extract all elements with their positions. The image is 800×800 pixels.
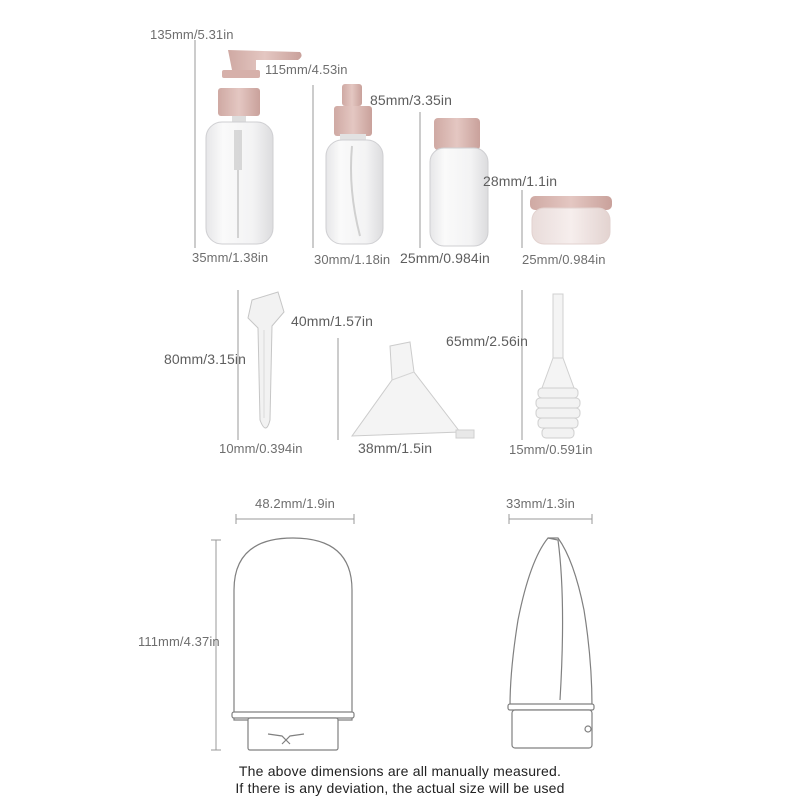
cream-jar [530,196,612,244]
tube-side-width-label: 33mm/1.3in [506,496,575,511]
squeeze-tube-side [508,538,594,748]
spray-bottle [326,84,383,244]
spatula-width-label: 10mm/0.394in [219,441,303,456]
measurement-note-line2: If there is any deviation, the actual size will be used [235,780,565,796]
pump-bottle [206,50,302,244]
funnel-height-label: 40mm/1.57in [291,313,374,329]
spray-diameter-label: 30mm/1.18in [314,252,391,267]
funnel-width-label: 38mm/1.5in [358,440,433,456]
funnel [352,342,474,438]
dropper-height-label: 65mm/2.56in [446,333,529,349]
dropper [536,294,580,438]
flip-diameter-label: 25mm/0.984in [400,250,490,266]
tube-width-label: 48.2mm/1.9in [255,496,335,511]
spatula [248,292,284,428]
flip-cap-bottle [430,118,488,246]
pump-diameter-label: 35mm/1.38in [192,250,269,265]
squeeze-tube-front [232,538,354,750]
spatula-height-label: 80mm/3.15in [164,351,247,367]
pump-height-label: 135mm/5.31in [150,27,234,42]
dropper-width-label: 15mm/0.591in [509,442,593,457]
jar-diameter-label: 25mm/0.984in [522,252,606,267]
measurement-note-line1: The above dimensions are all manually measured. [238,763,562,779]
spray-height-label: 115mm/4.53in [265,62,348,77]
flip-height-label: 85mm/3.35in [370,92,453,108]
tube-height-label: 111mm/4.37in [138,634,220,649]
jar-height-label: 28mm/1.1in [483,173,558,189]
